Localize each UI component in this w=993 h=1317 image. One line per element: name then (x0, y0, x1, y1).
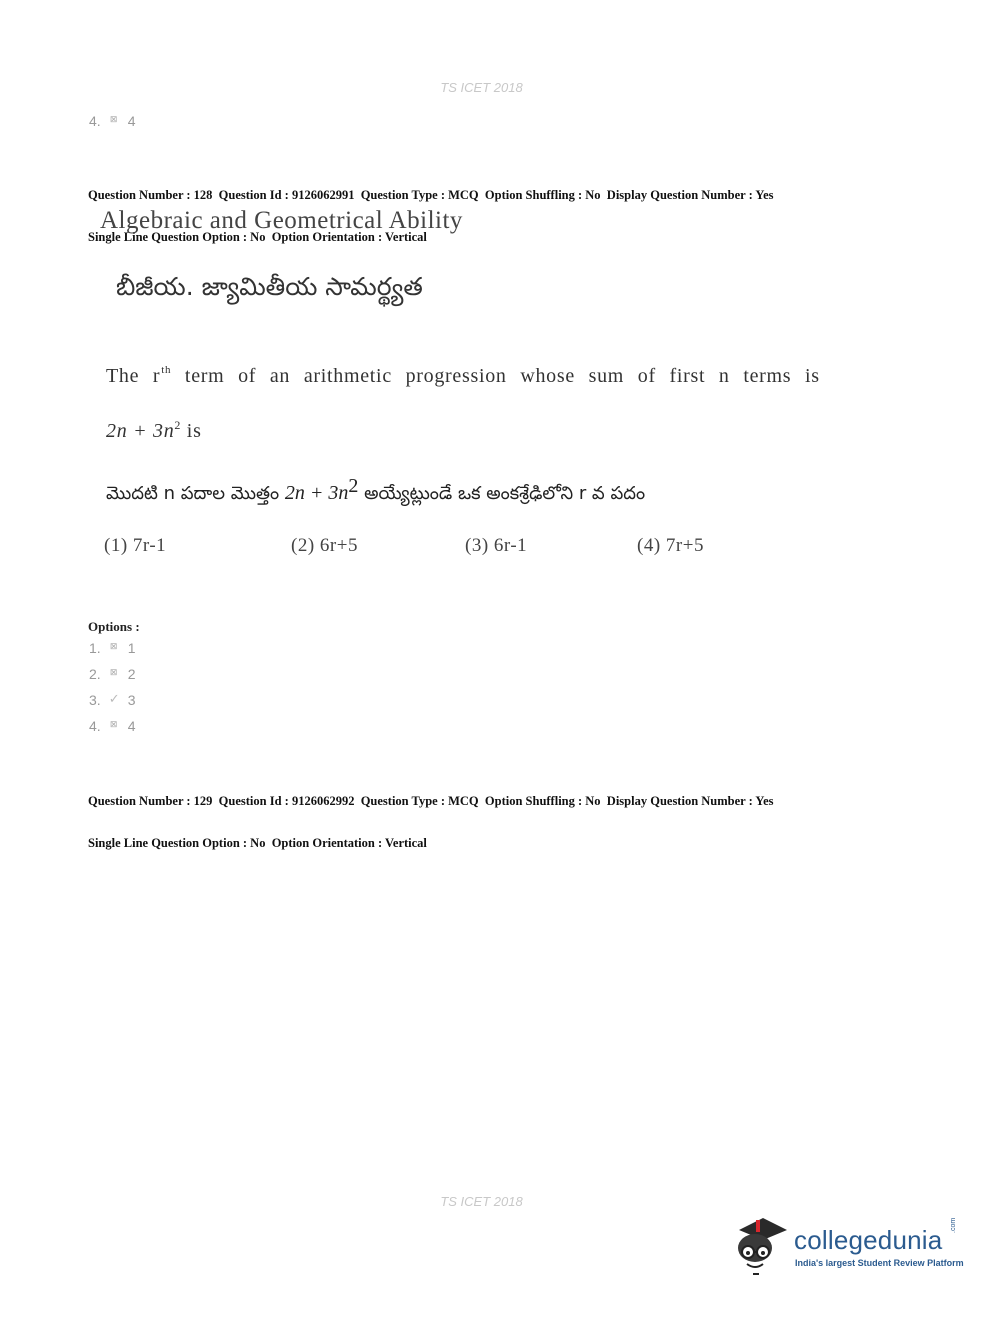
watermark-top: TS ICET 2018 (440, 80, 523, 95)
choice-3: (3) 6r-1 (465, 535, 528, 556)
q2-sup: 2 (174, 418, 182, 432)
meta-line-2: Single Line Question Option : No Option Orientation : Vertical (88, 836, 427, 850)
option-value: 4 (127, 718, 136, 734)
meta-line-1: Question Number : 129 Question Id : 9126062992 Question Type : MCQ Option Shuffling : No Display Question Number : Yes (88, 794, 774, 808)
cross-icon: ⊠ (109, 641, 118, 651)
section-heading: Algebraic and Geometrical Ability (100, 207, 463, 234)
question-129-meta (88, 766, 774, 864)
option-3 (89, 692, 135, 709)
q1-pre: The r (106, 365, 161, 387)
option-1 (89, 640, 135, 656)
cross-icon: ⊠ (109, 667, 118, 677)
question-text-line-1 (106, 364, 820, 388)
logo-wordmark: collegedunia (794, 1225, 943, 1255)
option-number: 4. (89, 113, 101, 129)
section-heading-telugu: బీజీయ. జ్యామితీయ సామర్థ్యత (116, 272, 423, 301)
previous-option-4 (89, 113, 135, 129)
check-icon: ✓ (108, 691, 120, 706)
question-text-line-2 (106, 418, 202, 443)
q2-math: 2n + 3n (106, 420, 175, 442)
choice-4: (4) 7r+5 (637, 535, 704, 556)
q1-sup: th (161, 364, 172, 376)
question-text-telugu (106, 475, 645, 508)
option-number: 2. (89, 666, 101, 682)
watermark-bottom: TS ICET 2018 (440, 1194, 523, 1209)
option-number: 3. (89, 692, 101, 708)
meta-line-2: Single Line Question Option : No Option Orientation : Vertical (88, 230, 427, 244)
option-number: 1. (89, 640, 101, 656)
options-label: Options : (88, 619, 140, 634)
q1-post: term of an arithmetic progression whose sum of first n terms is (171, 365, 820, 387)
telugu-math: 2n + 3n (284, 482, 349, 504)
cross-icon: ⊠ (109, 719, 118, 729)
collegedunia-mascot-icon (733, 1210, 793, 1280)
option-value: 3 (127, 692, 136, 708)
choice-1: (1) 7r-1 (104, 535, 167, 556)
choice-2: (2) 6r+5 (291, 535, 358, 556)
meta-line-1: Question Number : 128 Question Id : 9126062991 Question Type : MCQ Option Shuffling : No Display Question Number : Yes (88, 188, 774, 202)
option-value: 4 (127, 113, 136, 129)
option-4 (89, 718, 135, 734)
option-2 (89, 666, 135, 682)
option-value: 1 (127, 640, 136, 656)
telugu-post: అయ్యేట్లుండే ఒక అంకశ్రేఢిలోని r వ పదం (358, 483, 646, 504)
option-value: 2 (127, 666, 136, 682)
logo-tagline: India's largest Student Review Platform (795, 1258, 964, 1268)
telugu-pre: మొదటి n పదాల మొత్తం (106, 483, 285, 504)
cross-icon: ⊠ (109, 114, 118, 124)
q2-post: is (181, 420, 202, 442)
logo-suffix: .com (950, 1217, 957, 1233)
option-number: 4. (89, 718, 101, 734)
telugu-sup: 2 (348, 475, 359, 497)
